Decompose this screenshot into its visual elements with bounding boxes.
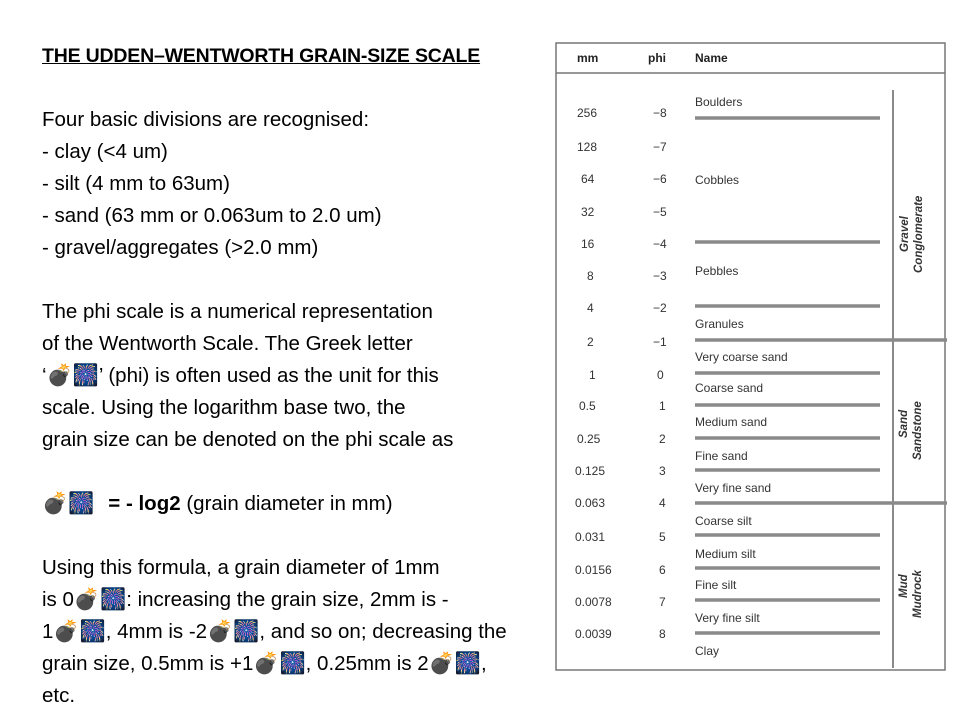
phi-value: 8 (659, 627, 666, 641)
phi-value: −7 (653, 140, 667, 154)
grain-name-cobbles: Cobbles (695, 173, 740, 187)
header-phi: phi (648, 51, 666, 65)
grain-name-clay: Clay (695, 644, 720, 658)
header-name: Name (695, 51, 728, 65)
scale-table-svg (555, 40, 947, 672)
group-label-sand: Sand (898, 409, 910, 438)
formula-rest: (grain diameter in mm) (180, 492, 393, 515)
division-sand: - sand (63 mm or 0.063um to 2.0 um) (42, 204, 382, 227)
phi-formula (42, 488, 542, 520)
grain-name-medium-sand: Medium sand (695, 415, 768, 429)
grain-name-very-fine-sand: Very fine sand (695, 481, 772, 495)
grain-name-very-fine-silt: Very fine silt (695, 611, 760, 625)
wentworth-scale-figure (555, 40, 947, 672)
divisions-intro: Four basic divisions are recognised: (42, 108, 370, 131)
example-line-5: etc. (42, 684, 76, 707)
mm-value: 0.0156 (575, 563, 612, 577)
mm-value: 1 (589, 368, 596, 382)
example-text: , 0.25mm is 2 (305, 652, 429, 675)
phi-symbol-glyph: 💣🎆 (428, 652, 481, 675)
group-label-mudrock: Mudrock (912, 570, 924, 618)
example-text: , (481, 652, 487, 675)
phi-symbol-glyph: 💣🎆 (253, 652, 306, 675)
phi-value: 0 (657, 368, 664, 382)
division-clay: - clay (<4 um) (42, 140, 168, 163)
formula-bold: = - log2 (108, 492, 181, 515)
phi-value: 3 (659, 464, 666, 478)
phi-value: −5 (653, 205, 667, 219)
example-line-1: Using this formula, a grain diameter of 1mm (42, 556, 440, 579)
phi-value: 1 (659, 399, 666, 413)
name-column (695, 95, 788, 658)
phi-symbol-glyph: 💣🎆 (207, 620, 260, 643)
mm-value: 64 (581, 172, 595, 186)
example-text: , 4mm is -2 (105, 620, 208, 643)
phi-symbol-glyph: 💣🎆 (46, 364, 99, 387)
phi-value: 5 (659, 530, 666, 544)
mm-column (575, 106, 612, 641)
example-line-3 (42, 616, 542, 648)
phi-paragraph-line-4: scale. Using the logarithm base two, the (42, 396, 406, 419)
slide-title: THE UDDEN–WENTWORTH GRAIN-SIZE SCALE (42, 45, 481, 67)
phi-paragraph-line-3-text: ’ (phi) is often used as the unit for this (98, 364, 439, 387)
grain-name-coarse-silt: Coarse silt (695, 514, 752, 528)
mm-value: 256 (577, 106, 598, 120)
grain-name-medium-silt: Medium silt (695, 547, 756, 561)
example-text: is 0 (42, 588, 74, 611)
phi-value: 4 (659, 496, 666, 510)
phi-value: −3 (653, 269, 667, 283)
phi-paragraph-line-2: of the Wentworth Scale. The Greek letter (42, 332, 413, 355)
grain-name-fine-silt: Fine silt (695, 578, 737, 592)
group-labels (898, 195, 925, 618)
grain-name-granules: Granules (695, 317, 744, 331)
grain-name-pebbles: Pebbles (695, 264, 739, 278)
mm-value: 128 (577, 140, 598, 154)
phi-value: 6 (659, 563, 666, 577)
phi-value: −4 (653, 237, 667, 251)
open-quote: ‘ (42, 364, 47, 387)
example-line-2 (42, 584, 542, 616)
phi-paragraph-line-1: The phi scale is a numerical representation (42, 300, 433, 323)
grain-name-coarse-sand: Coarse sand (695, 381, 764, 395)
mm-value: 0.0039 (575, 627, 612, 641)
mm-value: 16 (581, 237, 595, 251)
phi-value: −6 (653, 172, 667, 186)
example-text: grain size, 0.5mm is +1 (42, 652, 254, 675)
phi-value: −2 (653, 301, 667, 315)
grain-name-very-coarse-sand: Very coarse sand (695, 350, 788, 364)
division-gravel: - gravel/aggregates (>2.0 mm) (42, 236, 319, 259)
phi-value: 7 (659, 595, 666, 609)
phi-paragraph-line-5: grain size can be denoted on the phi scale as (42, 428, 454, 451)
grain-name-boulders: Boulders (695, 95, 743, 109)
phi-value: 2 (659, 432, 666, 446)
division-silt: - silt (4 mm to 63um) (42, 172, 230, 195)
mm-value: 0.125 (575, 464, 606, 478)
phi-paragraph-line-3 (42, 360, 542, 392)
phi-column (653, 106, 667, 641)
mm-value: 8 (587, 269, 594, 283)
grain-name-fine-sand: Fine sand (695, 449, 748, 463)
mm-value: 0.031 (575, 530, 606, 544)
mm-value: 2 (587, 335, 594, 349)
header-mm: mm (577, 51, 599, 65)
mm-value: 0.25 (577, 432, 601, 446)
group-label-gravel: Gravel (899, 216, 911, 252)
mm-value: 0.0078 (575, 595, 612, 609)
example-text: : increasing the grain size, 2mm is - (126, 588, 449, 611)
group-label-conglomerate: Conglomerate (913, 195, 925, 273)
phi-symbol-glyph: 💣🎆 (73, 588, 127, 611)
mm-value: 4 (587, 301, 594, 315)
phi-symbol-glyph: 💣🎆 (53, 620, 106, 643)
example-text: , and so on; decreasing the (259, 620, 507, 643)
phi-value: −1 (653, 335, 667, 349)
group-label-mud: Mud (898, 574, 910, 598)
mm-value: 32 (581, 205, 595, 219)
example-line-4 (42, 648, 542, 680)
mm-value: 0.063 (575, 496, 606, 510)
phi-symbol-glyph: 💣🎆 (42, 492, 95, 515)
mm-value: 0.5 (579, 399, 596, 413)
phi-value: −8 (653, 106, 667, 120)
text-panel (42, 40, 542, 712)
group-label-sandstone: Sandstone (912, 401, 924, 460)
example-text: 1 (42, 620, 54, 643)
